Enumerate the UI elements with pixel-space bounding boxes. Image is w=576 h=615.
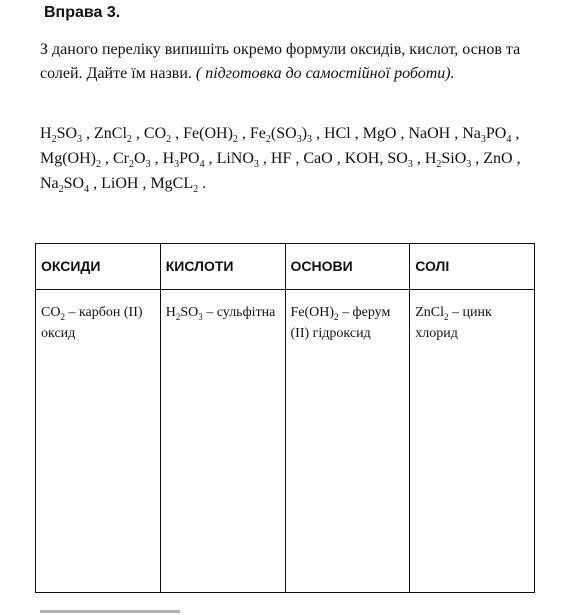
formula-subscript: 2 bbox=[193, 184, 199, 196]
formula-text: CaO , bbox=[303, 150, 345, 167]
formula-list bbox=[40, 121, 550, 196]
formula-text: ZnCl bbox=[94, 125, 127, 142]
formula-item bbox=[324, 125, 363, 142]
formula-text: LiOH , bbox=[101, 175, 151, 192]
formula-item bbox=[462, 125, 520, 146]
answer-subscript: 2 bbox=[175, 311, 181, 322]
formula-text: Cr bbox=[113, 150, 129, 167]
formula-text: , bbox=[237, 125, 250, 142]
formula-text: NaOH , bbox=[408, 125, 463, 142]
formula-subscript: 3 bbox=[174, 159, 180, 171]
formula-text: PO bbox=[179, 150, 200, 167]
formula-text: MgCL bbox=[150, 175, 194, 192]
formula-text: , bbox=[131, 125, 144, 142]
formula-text: , bbox=[82, 125, 95, 142]
answer-text: – цинк хлорид bbox=[415, 305, 492, 341]
formula-text: , bbox=[511, 125, 520, 142]
table-row bbox=[36, 290, 535, 593]
cell-acids[interactable] bbox=[160, 290, 285, 593]
formula-text: ) bbox=[301, 125, 308, 142]
formula-text: SO bbox=[63, 175, 85, 192]
formula-subscript: 2 bbox=[166, 134, 172, 146]
formula-subscript: 2 bbox=[126, 134, 132, 146]
header-bases: ОСНОВИ bbox=[285, 244, 410, 290]
formula-text: H bbox=[40, 125, 52, 142]
exercise-title: Вправа 3. bbox=[44, 4, 121, 21]
formula-item bbox=[162, 150, 217, 171]
formula-text: HF , bbox=[270, 150, 304, 167]
answer-text: H bbox=[165, 305, 176, 320]
cell-salts[interactable] bbox=[410, 290, 535, 593]
formula-text: , bbox=[171, 125, 184, 142]
formula-text: Fe bbox=[249, 125, 266, 142]
formula-item bbox=[150, 175, 207, 196]
answer-text: ZnCl bbox=[415, 305, 445, 320]
formula-item bbox=[424, 150, 484, 171]
formula-text: , bbox=[312, 125, 325, 142]
formula-text: PO bbox=[485, 125, 507, 142]
formula-item bbox=[94, 125, 144, 146]
formula-text: . bbox=[198, 175, 207, 192]
answer-text: – ферум (II) гідроксид bbox=[290, 305, 391, 341]
formula-text: HCl , bbox=[324, 125, 363, 142]
formula-item bbox=[183, 125, 250, 146]
formula-subscript: 3 bbox=[296, 134, 302, 146]
formula-text: , bbox=[204, 150, 217, 167]
formula-subscript: 3 bbox=[407, 159, 413, 171]
formula-text: Na bbox=[462, 125, 481, 142]
formula-text: , bbox=[101, 150, 113, 167]
formula-text: ZnO , bbox=[483, 150, 521, 167]
table-header-row bbox=[36, 244, 535, 290]
answer-text: – сульфітна bbox=[202, 305, 276, 320]
formula-text: SO bbox=[387, 150, 408, 167]
formula-text: O bbox=[134, 150, 146, 167]
formula-text: , bbox=[471, 150, 484, 167]
formula-text: , bbox=[150, 150, 163, 167]
formula-item bbox=[40, 175, 102, 196]
formula-subscript: 3 bbox=[307, 134, 313, 146]
formula-item bbox=[303, 150, 344, 167]
formula-subscript: 4 bbox=[84, 184, 90, 196]
formula-item bbox=[271, 150, 303, 167]
cell-bases[interactable] bbox=[285, 290, 410, 593]
formula-item bbox=[345, 150, 388, 167]
formula-text: SO bbox=[56, 125, 78, 142]
formula-subscript: 3 bbox=[466, 159, 472, 171]
formula-subscript: 2 bbox=[232, 134, 238, 146]
formula-subscript: 2 bbox=[58, 184, 64, 196]
formula-text: Na bbox=[40, 175, 59, 192]
formula-subscript: 2 bbox=[96, 159, 101, 171]
formula-text: H bbox=[162, 150, 175, 167]
formula-text: , bbox=[412, 150, 425, 167]
formula-text: Fe(OH) bbox=[183, 125, 233, 142]
formula-item bbox=[387, 150, 425, 171]
answer-text: CO bbox=[41, 305, 61, 320]
formula-subscript: 4 bbox=[506, 134, 512, 146]
answer-subscript: 2 bbox=[334, 311, 339, 322]
formula-text: , bbox=[89, 175, 102, 192]
formula-item bbox=[143, 125, 184, 146]
formula-text: MgO , bbox=[362, 125, 409, 142]
formula-item bbox=[408, 125, 462, 142]
formula-item bbox=[113, 150, 163, 171]
formula-item bbox=[363, 125, 409, 142]
formula-subscript: 4 bbox=[199, 159, 205, 171]
formula-item bbox=[101, 175, 150, 192]
formula-subscript: 3 bbox=[77, 134, 83, 146]
answer-table bbox=[35, 243, 535, 593]
formula-subscript: 2 bbox=[51, 134, 57, 146]
task-instructions bbox=[40, 38, 540, 86]
formula-text: CO bbox=[143, 125, 167, 142]
formula-item bbox=[40, 150, 113, 171]
formula-text: LiNO bbox=[216, 150, 254, 167]
formula-item bbox=[249, 125, 325, 146]
cell-oxides[interactable] bbox=[36, 290, 161, 593]
formula-subscript: 3 bbox=[480, 134, 486, 146]
formula-text: H bbox=[424, 150, 437, 167]
formula-text: KOH, bbox=[344, 150, 388, 167]
answer-text: SO bbox=[180, 305, 199, 320]
formula-text: SiO bbox=[441, 150, 467, 167]
task-text: З даного переліку випишіть окремо формули оксидів, кислот, основ та солей. Дайте їм назви. bbox=[40, 41, 521, 82]
task-hint: ( підготовка до самостійної роботи). bbox=[195, 65, 455, 82]
formula-item bbox=[483, 150, 520, 167]
header-acids: КИСЛОТИ bbox=[160, 244, 285, 290]
formula-subscript: 3 bbox=[145, 159, 151, 171]
formula-item bbox=[40, 125, 95, 146]
answer-text: Fe(OH) bbox=[290, 305, 335, 320]
cut-off-text bbox=[40, 603, 180, 615]
answer-subscript: 3 bbox=[198, 311, 203, 322]
formula-text: , bbox=[258, 150, 271, 167]
formula-subscript: 3 bbox=[253, 159, 259, 171]
formula-item bbox=[216, 150, 271, 171]
formula-subscript: 2 bbox=[436, 159, 442, 171]
header-salts: СОЛІ bbox=[410, 244, 535, 290]
answer-subscript: 2 bbox=[60, 311, 65, 322]
header-oxides: ОКСИДИ bbox=[36, 244, 161, 290]
answer-subscript: 2 bbox=[444, 311, 449, 322]
formula-subscript: 2 bbox=[265, 134, 271, 146]
formula-subscript: 2 bbox=[129, 159, 134, 171]
formula-text: (SO bbox=[270, 125, 297, 142]
formula-text: Mg(OH) bbox=[40, 150, 96, 167]
answer-text: – карбон (II) оксид bbox=[41, 305, 143, 341]
